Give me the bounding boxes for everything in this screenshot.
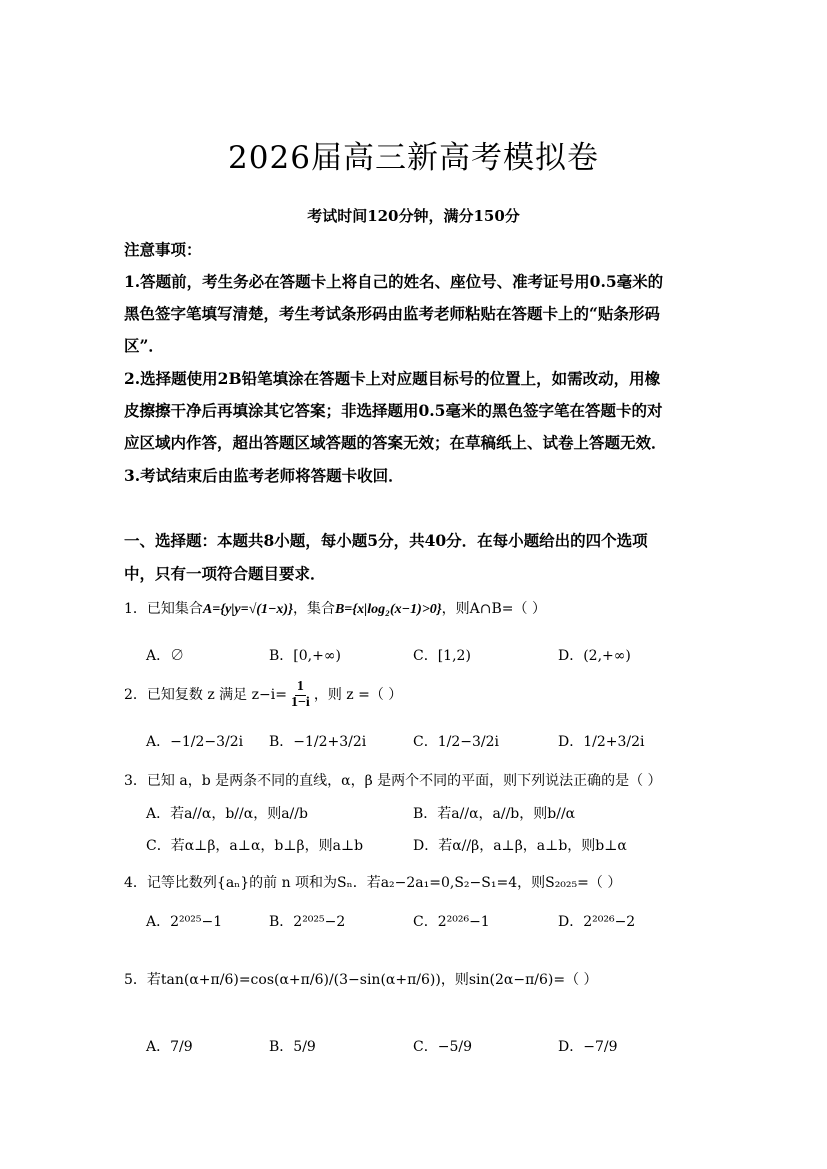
question-2-stem xyxy=(124,680,402,710)
q1-option-d[interactable]: D．(2,+∞) xyxy=(558,648,631,664)
q5-option-a[interactable]: A．7/9 xyxy=(146,1039,193,1055)
q3-option-d[interactable]: D．若α//β，a⊥β，a⊥b，则b⊥α xyxy=(413,838,627,854)
q5-option-b[interactable]: B．5/9 xyxy=(269,1039,316,1055)
q1-set-a: A={y|y=√(1−x)} xyxy=(202,602,293,617)
q3-option-c[interactable]: C．若α⊥β，a⊥α，b⊥β，则a⊥b xyxy=(146,838,364,854)
q1-number: 1．已知集合 xyxy=(124,601,203,617)
q4-option-a[interactable]: A．2²⁰²⁵−1 xyxy=(146,914,223,930)
question-5-stem: 5．若tan(α+π/6)=cos(α+π/6)/(3−sin(α+π/6))，则sin(2α−π/6)=（ ） xyxy=(124,972,598,988)
q2-fraction xyxy=(289,680,312,710)
note-line: 1.答题前，考生务必在答题卡上将自己的姓名、座位号、准考证号用0.5毫米的 xyxy=(124,272,664,291)
q1-option-c[interactable]: C．[1,2) xyxy=(413,648,471,664)
q2-frac-num: 1 xyxy=(296,679,304,694)
q2-option-b[interactable]: B．−1/2+3/2i xyxy=(269,734,367,750)
page-title: 2026届高三新高考模拟卷 xyxy=(228,140,599,176)
q2-option-c[interactable]: C．1/2−3/2i xyxy=(413,734,499,750)
q4-option-b[interactable]: B．2²⁰²⁵−2 xyxy=(269,914,346,930)
question-1-stem xyxy=(124,598,546,618)
q2-option-d[interactable]: D．1/2+3/2i xyxy=(558,734,645,750)
note-line: 2.选择题使用2B铅笔填涂在答题卡上对应题目标号的位置上，如需改动，用橡 xyxy=(124,369,661,388)
q1-option-b[interactable]: B．[0,+∞) xyxy=(269,648,341,664)
question-4-stem: 4．记等比数列{aₙ}的前 n 项和为Sₙ．若a₂−2a₁=0,S₂−S₁=4，则S₂₀₂₅=（ ） xyxy=(124,875,622,891)
q4-option-d[interactable]: D．2²⁰²⁶−2 xyxy=(558,914,636,930)
q3-option-b[interactable]: B．若a//α，a//b，则b//α xyxy=(413,806,576,822)
section-heading: 一、选择题：本题共8小题，每小题5分，共40分．在每小题给出的四个选项 xyxy=(124,531,648,550)
q1-mid: ，集合 xyxy=(292,601,335,617)
q3-option-a[interactable]: A．若a//α，b//α，则a//b xyxy=(146,806,308,822)
question-3-stem: 3．已知 a，b 是两条不同的直线，α，β 是两个不同的平面，则下列说法正确的是（ ） xyxy=(124,773,662,789)
q4-option-c[interactable]: C．2²⁰²⁶−1 xyxy=(413,914,490,930)
note-line: 区”． xyxy=(124,336,164,355)
q2-option-a[interactable]: A．−1/2−3/2i xyxy=(146,734,244,750)
q5-option-d[interactable]: D．−7/9 xyxy=(558,1039,618,1055)
q1-set-b: B={x|log₂(x−1)>0} xyxy=(334,602,442,617)
q2-lead: 2．已知复数 z 满足 z−i= xyxy=(124,687,287,704)
exam-time-info: 考试时间120分钟，满分150分 xyxy=(307,207,520,225)
q1-option-a[interactable]: A．∅ xyxy=(146,648,185,664)
note-line: 应区域内作答，超出答题区域答题的答案无效；在草稿纸上、试卷上答题无效． xyxy=(124,433,667,452)
note-line: 皮擦擦干净后再填涂其它答案；非选择题用0.5毫米的黑色签字笔在答题卡的对 xyxy=(124,401,663,420)
note-line: 3.考试结束后由监考老师将答题卡收回． xyxy=(124,466,404,485)
q1-tail: ，则A∩B=（ ） xyxy=(441,601,546,617)
q2-tail: ，则 z =（ ） xyxy=(313,687,403,704)
q5-option-c[interactable]: C．−5/9 xyxy=(413,1039,472,1055)
note-line: 黑色签字笔填写清楚，考生考试条形码由监考老师粘贴在答题卡上的“贴条形码 xyxy=(124,304,660,323)
section-heading-cont: 中，只有一项符合题目要求． xyxy=(124,564,326,583)
q2-frac-den: 1−i xyxy=(290,694,310,710)
notes-heading: 注意事项： xyxy=(124,240,202,259)
